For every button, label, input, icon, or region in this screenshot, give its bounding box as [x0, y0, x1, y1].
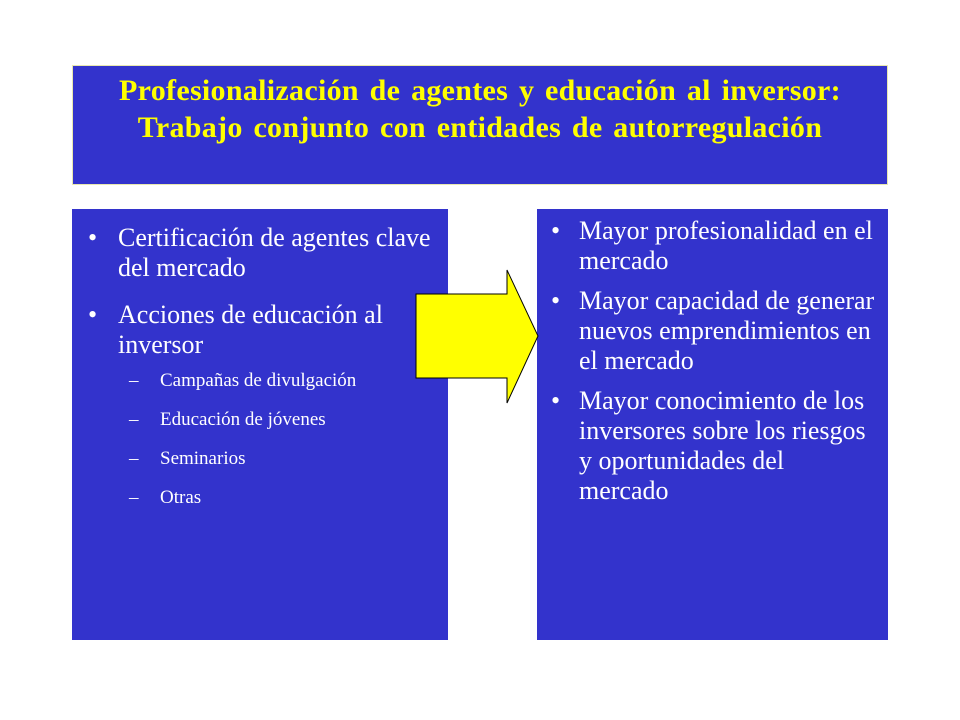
dash-marker: –: [129, 370, 139, 391]
dash-marker: –: [129, 448, 139, 469]
dash-marker: –: [129, 409, 139, 430]
right-bullet-text: Mayor conocimiento de los inversores sobre los riesgos y oportunidades del mercado: [579, 386, 866, 505]
bullet-marker: •: [88, 223, 98, 252]
left-bullet-text: Acciones de educación al inversor: [118, 300, 383, 359]
bullet-marker: •: [88, 300, 98, 329]
left-bullet-text: Certificación de agentes clave del mercado: [118, 223, 431, 282]
bullet-marker: •: [551, 286, 561, 315]
right-bullet-text: Mayor capacidad de generar nuevos emprendimientos en el mercado: [579, 286, 875, 375]
arrow-shape: [416, 270, 538, 403]
sub-item-text: Campañas de divulgación: [160, 370, 357, 391]
right-bullet-text: Mayor profesionalidad en el mercado: [579, 216, 873, 275]
sub-item-text: Seminarios: [160, 448, 246, 469]
sub-item-text: Otras: [160, 487, 202, 508]
sub-item-text: Educación de jóvenes: [160, 409, 326, 430]
bullet-marker: •: [551, 386, 561, 415]
bullet-marker: •: [551, 216, 561, 245]
dash-marker: –: [129, 487, 139, 508]
slide-title: Profesionalización de agentes y educación al inversor: Trabajo conjunto con entidades de autorregulación: [119, 74, 841, 144]
